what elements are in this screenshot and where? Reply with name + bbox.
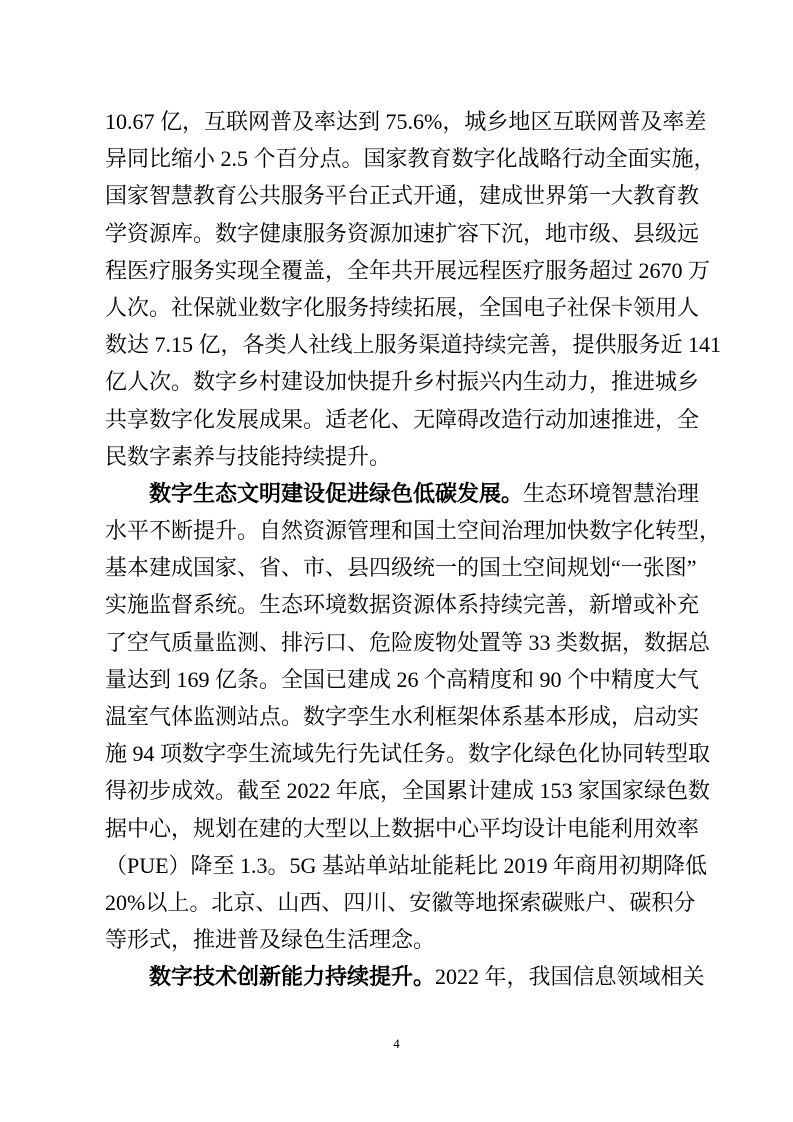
text-line [105,810,700,847]
line-text: 量达到 169 亿条。全国已建成 26 个高精度和 90 个中精度大气 [105,666,700,692]
line-text: 施 94 项数字孪生流域先行先试任务。数字化绿色化协同转型取 [105,741,711,767]
page-number: 4 [393,1036,400,1051]
paragraph-lead-heading: 数字生态文明建设促进绿色低碳发展。 [149,480,524,506]
text-line [105,140,716,177]
line-text: 水平不断提升。自然资源管理和国土空间治理加快数字化转型， [105,518,722,544]
line-text: 民数字素养与技能持续提升。 [105,443,392,469]
paragraph [105,103,722,475]
text-line [105,772,711,809]
text-line [105,438,693,475]
text-line [105,847,707,884]
text-line [105,512,722,549]
line-text: 2022 年，我国信息领域相关 [435,964,705,990]
line-text: 学资源库。数字健康服务资源加速扩容下沉，地市级、县级远 [105,220,700,246]
line-text: 得初步成效。截至 2022 年底，全国累计建成 153 家国家绿色数 [105,778,711,804]
line-text: 人次。社保就业数字化服务持续拓展，全国电子社保卡领用人 [105,294,700,320]
paragraph-lead-heading: 数字技术创新能力持续提升。 [149,964,436,990]
line-text: 实施监督系统。生态环境数据资源体系持续完善，新增或补充 [105,592,700,618]
line-text: 据中心，规划在建的大型以上数据中心平均设计电能利用效率 [105,815,700,841]
text-line [105,884,696,921]
line-text: 了空气质量监测、排污口、危险废物处置等 33 类数据，数据总 [105,629,711,655]
line-text: 基本建成国家、省、市、县四级统一的国土空间规划“一张图” [105,555,697,581]
document-body [105,103,722,996]
line-text: 国家智慧教育公共服务平台正式开通，建成世界第一大教育教 [105,183,700,209]
line-text: 温室气体监测站点。数字孪生水利框架体系基本形成，启动实 [105,704,700,729]
line-text: 生态环境智慧治理 [523,480,700,506]
text-line [105,958,705,995]
text-line [105,475,700,512]
text-line [105,549,697,586]
text-line [105,401,700,438]
text-line [105,215,700,252]
line-text: 异同比缩小 2.5 个百分点。国家教育数字化战略行动全面实施， [105,146,716,172]
paragraph [105,475,722,958]
text-line [105,363,700,400]
text-line [105,921,693,958]
text-line [105,252,711,289]
text-line [105,735,711,772]
line-text: 数达 7.15 亿，各类人社线上服务渠道持续完善，提供服务近 141 [105,332,722,358]
text-line [105,289,700,326]
line-text: 程医疗服务实现全覆盖，全年共开展远程医疗服务超过 2670 万 [105,257,711,283]
line-text: （PUE）降至 1.3。5G 基站单站址能耗比 2019 年商用初期降低 [105,852,707,878]
text-line [105,326,722,363]
text-line [105,661,700,698]
text-line [105,698,700,735]
text-line [105,177,700,214]
line-text: 共享数字化发展成果。适老化、无障碍改造行动加速推进，全 [105,406,700,432]
text-line [105,624,711,661]
line-text: 10.67 亿，互联网普及率达到 75.6%，城乡地区互联网普及率差 [105,109,707,134]
paragraph [105,958,705,995]
line-text: 亿人次。数字乡村建设加快提升乡村振兴内生动力，推进城乡 [105,369,700,395]
line-text: 等形式，推进普及绿色生活理念。 [105,927,436,953]
line-text: 20%以上。北京、山西、四川、安徽等地探索碳账户、碳积分 [105,889,696,915]
text-line [105,103,707,140]
text-line [105,586,700,623]
